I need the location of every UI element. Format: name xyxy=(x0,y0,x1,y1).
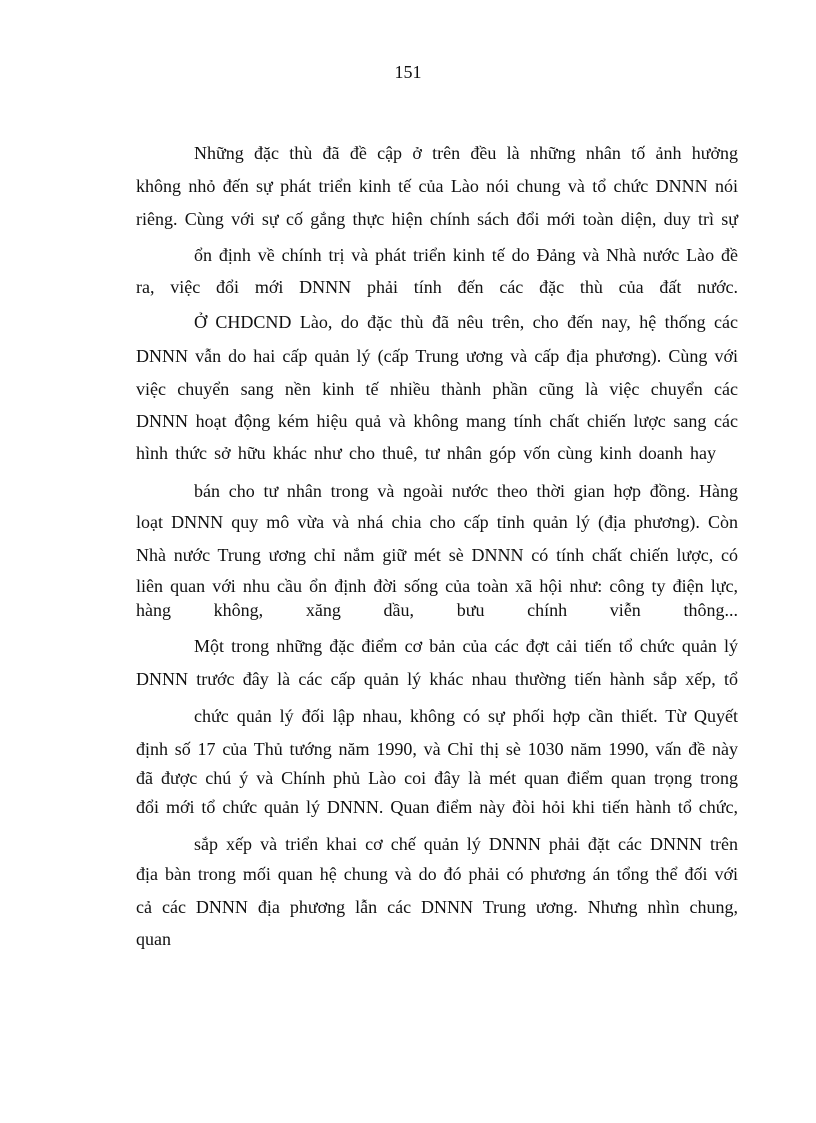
text-line: việc chuyển sang nền kinh tế nhiều thành phần cũng là việc chuyển các xyxy=(136,379,738,399)
text-line: Một trong những đặc điểm cơ bản của các đợt cải tiến tổ chức quản lý xyxy=(194,636,738,656)
text-line: sắp xếp và triển khai cơ chế quản lý DNNN phải đặt các DNNN trên xyxy=(194,834,738,854)
text-line: Ở CHDCND Lào, do đặc thù đã nêu trên, cho đến nay, hệ thống các xyxy=(194,312,738,332)
text-line: đã được chú ý và Chính phủ Lào coi đây là mét quan điểm quan trọng trong xyxy=(136,768,738,788)
text-line: định số 17 của Thủ tướng năm 1990, và Chỉ thị sè 1030 năm 1990, vấn đề này xyxy=(136,739,738,759)
text-line: quan xyxy=(136,929,171,949)
text-line: đổi mới tổ chức quản lý DNNN. Quan điểm này đòi hỏi khi tiến hành tổ chức, xyxy=(136,797,738,817)
text-line: Nhà nước Trung ương chỉ nắm giữ mét sè DNNN có tính chất chiến lược, có xyxy=(136,545,738,565)
page-number: 151 xyxy=(394,62,422,82)
text-line: ổn định về chính trị và phát triển kinh tế do Đảng và Nhà nước Lào đề xyxy=(194,245,738,265)
text-line: địa bàn trong mối quan hệ chung và do đó phải có phương án tổng thể đối với xyxy=(136,864,738,884)
text-line: không nhỏ đến sự phát triển kinh tế của Lào nói chung và tổ chức DNNN nói xyxy=(136,176,738,196)
text-line: DNNN hoạt động kém hiệu quả và không mang tính chất chiến lược sang các xyxy=(136,411,738,431)
text-line: bán cho tư nhân trong và ngoài nước theo thời gian hợp đồng. Hàng xyxy=(194,481,738,501)
text-line: hàng không, xăng dầu, bưu chính viễn thông... xyxy=(136,600,738,620)
text-line: liên quan với nhu cầu ổn định đời sống của toàn xã hội như: công ty điện lực, xyxy=(136,576,738,596)
text-line: chức quản lý đối lập nhau, không có sự phối hợp cần thiết. Từ Quyết xyxy=(194,706,738,726)
text-line: Những đặc thù đã đề cập ở trên đều là những nhân tố ảnh hưởng xyxy=(194,143,738,163)
text-line: ra, việc đổi mới DNNN phải tính đến các đặc thù của đất nước. xyxy=(136,277,738,297)
text-line: DNNN vẫn do hai cấp quản lý (cấp Trung ương và cấp địa phương). Cùng với xyxy=(136,346,738,366)
text-line: riêng. Cùng với sự cố gắng thực hiện chính sách đổi mới toàn diện, duy trì sự xyxy=(136,209,738,229)
text-line: loạt DNNN quy mô vừa và nhá chia cho cấp tỉnh quản lý (địa phương). Còn xyxy=(136,512,738,532)
text-line: hình thức sở hữu khác như cho thuê, tư nhân góp vốn cùng kinh doanh hay xyxy=(136,443,716,463)
text-line: DNNN trước đây là các cấp quản lý khác nhau thường tiến hành sắp xếp, tổ xyxy=(136,669,738,689)
text-line: cả các DNNN địa phương lẫn các DNNN Trung ương. Nhưng nhìn chung, xyxy=(136,897,738,917)
